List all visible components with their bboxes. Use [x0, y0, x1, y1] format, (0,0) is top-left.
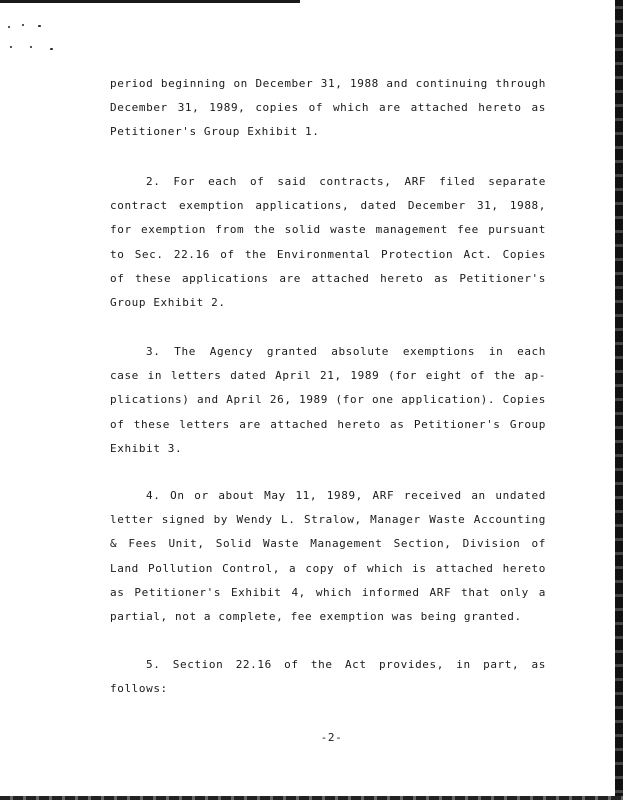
text-line: 5. Section 22.16 of the Act provides, in part, as	[146, 658, 546, 671]
scan-edge-top	[0, 0, 300, 3]
paragraph-3	[110, 340, 546, 461]
text-line: for exemption from the solid waste management fee pursuant	[110, 223, 546, 237]
text-line: to Sec. 22.16 of the Environmental Protection Act. Copies	[110, 247, 546, 261]
text-line: partial, not a complete, fee exemption was being granted.	[110, 609, 522, 623]
text-line: of these applications are attached hereto as Petitioner's	[110, 271, 546, 285]
text-line: period beginning on December 31, 1988 and continuing through	[110, 77, 546, 90]
text-line: December 31, 1989, copies of which are attached hereto as	[110, 101, 546, 115]
scan-edge-right	[615, 0, 623, 800]
scan-speck	[30, 46, 32, 48]
paragraph-5	[110, 653, 546, 701]
scan-speck	[8, 26, 10, 28]
text-line: Group Exhibit 2.	[110, 295, 226, 309]
text-line: Exhibit 3.	[110, 441, 183, 455]
text-line: & Fees Unit, Solid Waste Management Section, Division of	[110, 537, 546, 551]
text-line: Land Pollution Control, a copy of which is attached hereto	[110, 561, 546, 575]
text-line: 4. On or about May 11, 1989, ARF received an undated	[146, 489, 546, 502]
scan-speck	[10, 46, 12, 48]
text-line: 3. The Agency granted absolute exemptions in each	[146, 345, 546, 358]
paragraph-continuation	[110, 72, 546, 145]
scan-speck	[38, 25, 41, 27]
text-line: follows:	[110, 682, 168, 696]
text-line: Petitioner's Group Exhibit 1.	[110, 125, 320, 139]
text-line: plications) and April 26, 1989 (for one application). Copies	[110, 393, 546, 407]
page-number: -2-	[320, 731, 343, 744]
text-line: contract exemption applications, dated December 31, 1988,	[110, 199, 546, 213]
scan-speck	[50, 48, 53, 50]
text-line: letter signed by Wendy L. Stralow, Manager Waste Accounting	[110, 513, 546, 527]
text-line: 2. For each of said contracts, ARF filed separate	[146, 175, 546, 188]
text-line: case in letters dated April 21, 1989 (for eight of the ap-	[110, 369, 546, 383]
text-line: as Petitioner's Exhibit 4, which informed ARF that only a	[110, 585, 546, 599]
paragraph-4	[110, 484, 546, 629]
scan-speck	[22, 24, 24, 26]
scan-edge-bottom	[0, 796, 623, 800]
text-line: of these letters are attached hereto as Petitioner's Group	[110, 417, 546, 431]
paragraph-2	[110, 170, 546, 315]
